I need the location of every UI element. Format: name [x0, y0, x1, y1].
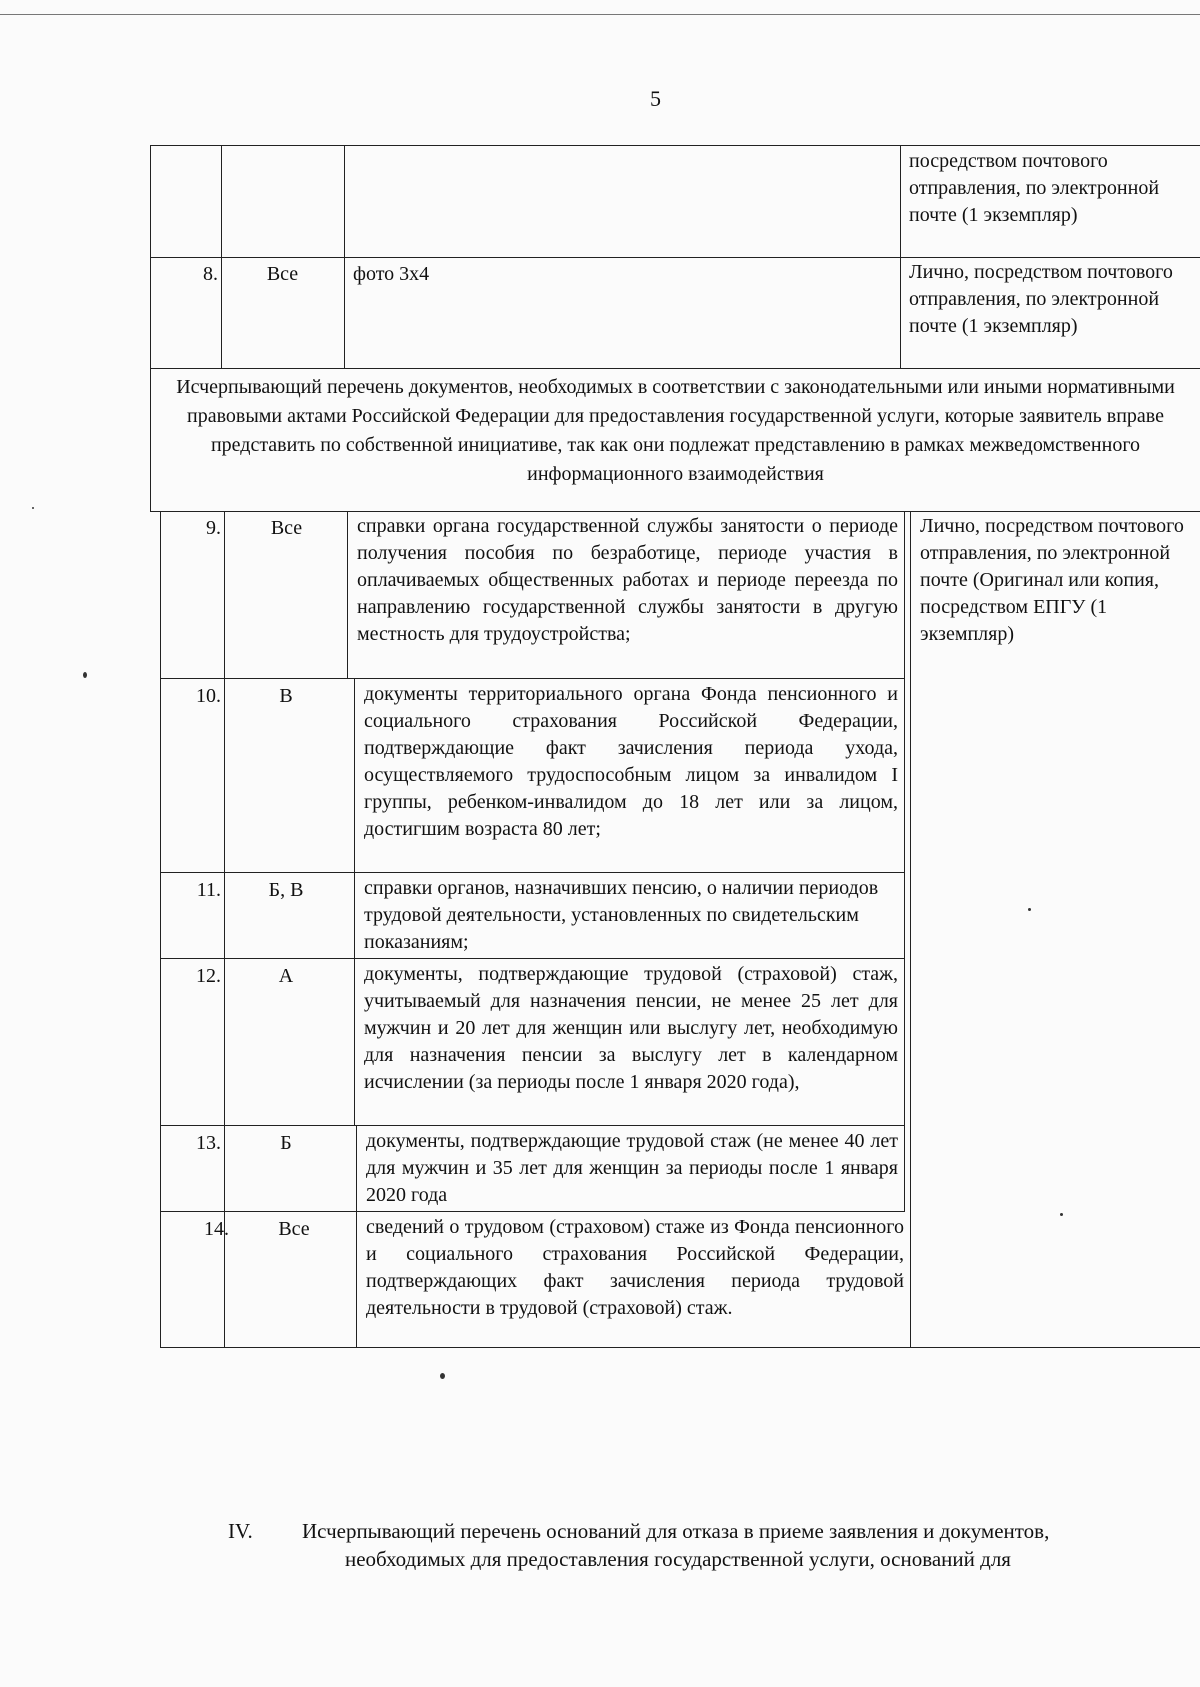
row11-doc: справки органов, назначивших пенсию, о наличии периодов трудовой деятельности, установленных по свидетельским показаниям;	[354, 873, 905, 959]
row13-num: 13.	[196, 1132, 221, 1154]
row12-doc: документы, подтверждающие трудовой (страховой) стаж, учитываемый для назначения пенсии, не менее 25 лет для мужчин и 20 лет для женщин или выслугу лет, необходимую для назначения пенсии за выслугу лет в календарном исчислении (за периоды после 1 января 2020 года),	[354, 959, 905, 1126]
row8-num: 8.	[150, 257, 222, 369]
top-row-doc-cell	[344, 145, 901, 258]
page-number: 5	[650, 86, 661, 111]
table-bottom-border	[160, 1347, 1200, 1348]
section-iv-title-line1: Исчерпывающий перечень оснований для отказа в приеме заявления и документов,	[302, 1519, 1050, 1543]
row14-num: 14.	[204, 1218, 229, 1240]
rows9-14-way-cell: Лично, посредством почтового отправления, по электронной почте (Оригинал или копия, посредством ЕПГУ (1 экземпляр)	[910, 511, 1200, 1347]
section-iv-number: IV.	[228, 1519, 253, 1543]
row13-doc: документы, подтверждающие трудовой стаж (не менее 40 лет для мужчин и 35 лет для женщин за периоды после 1 января 2020 года	[356, 1126, 905, 1212]
row10-num: 10.	[196, 685, 221, 707]
row13-group: Б	[280, 1132, 292, 1154]
row10-group: В	[279, 685, 293, 707]
row11-group: Б, В	[268, 879, 304, 901]
row9-num: 9.	[206, 517, 221, 539]
row14-group: Все	[278, 1218, 310, 1240]
scan-speck	[1028, 908, 1031, 911]
row8-doc: фото 3х4	[344, 257, 901, 369]
top-row-group-cell	[221, 145, 345, 258]
top-border-line	[0, 14, 1200, 15]
top-row-num-cell	[150, 145, 222, 258]
row11-num: 11.	[196, 879, 221, 901]
row12-num: 12.	[196, 965, 221, 987]
scan-speck	[83, 672, 87, 678]
row8-group: Все	[221, 257, 345, 369]
scan-speck	[1060, 1213, 1063, 1216]
section-iv-title-line2: необходимых для предоставления государственной услуги, оснований для	[345, 1547, 1011, 1571]
scan-speck	[440, 1373, 445, 1379]
row14-doc: сведений о трудовом (страховом) стаже из Фонда пенсионного и социального страхования Российской Федерации, подтверждающих факт зачисления периода трудовой деятельности в трудовой (страховой) стаж.	[356, 1212, 911, 1347]
row8-way: Лично, посредством почтового отправления, по электронной почте (1 экземпляр)	[900, 257, 1200, 369]
row10-doc: документы территориального органа Фонда пенсионного и социального страхования Российской Федерации, подтверждающие факт зачисления периода ухода, осуществляемого трудоспособным лицом за инвалидом I группы, ребенком-инвалидом до 18 лет или за лицом, достигшим возраста 80 лет;	[354, 679, 905, 873]
row9-group: Все	[224, 511, 348, 679]
top-row-way-cell: посредством почтового отправления, по электронной почте (1 экземпляр)	[900, 145, 1200, 258]
row12-group: А	[278, 965, 294, 987]
scan-speck	[32, 507, 34, 509]
row9-doc: справки органа государственной службы занятости о периоде получения пособия по безработице, периоде участия в оплачиваемых общественных работах и периоде переезда по направлению государственной службы занятости в другую местность для трудоустройства;	[347, 511, 905, 679]
section-heading: Исчерпывающий перечень документов, необходимых в соответствии с законодательными или иными нормативными правовыми актами Российской Федерации для предоставления государственной услуги, которые заявитель вправе представить по собственной инициативе, так как они подлежат представлению в рамках межведомственного информационного взаимодействия	[150, 368, 1200, 512]
